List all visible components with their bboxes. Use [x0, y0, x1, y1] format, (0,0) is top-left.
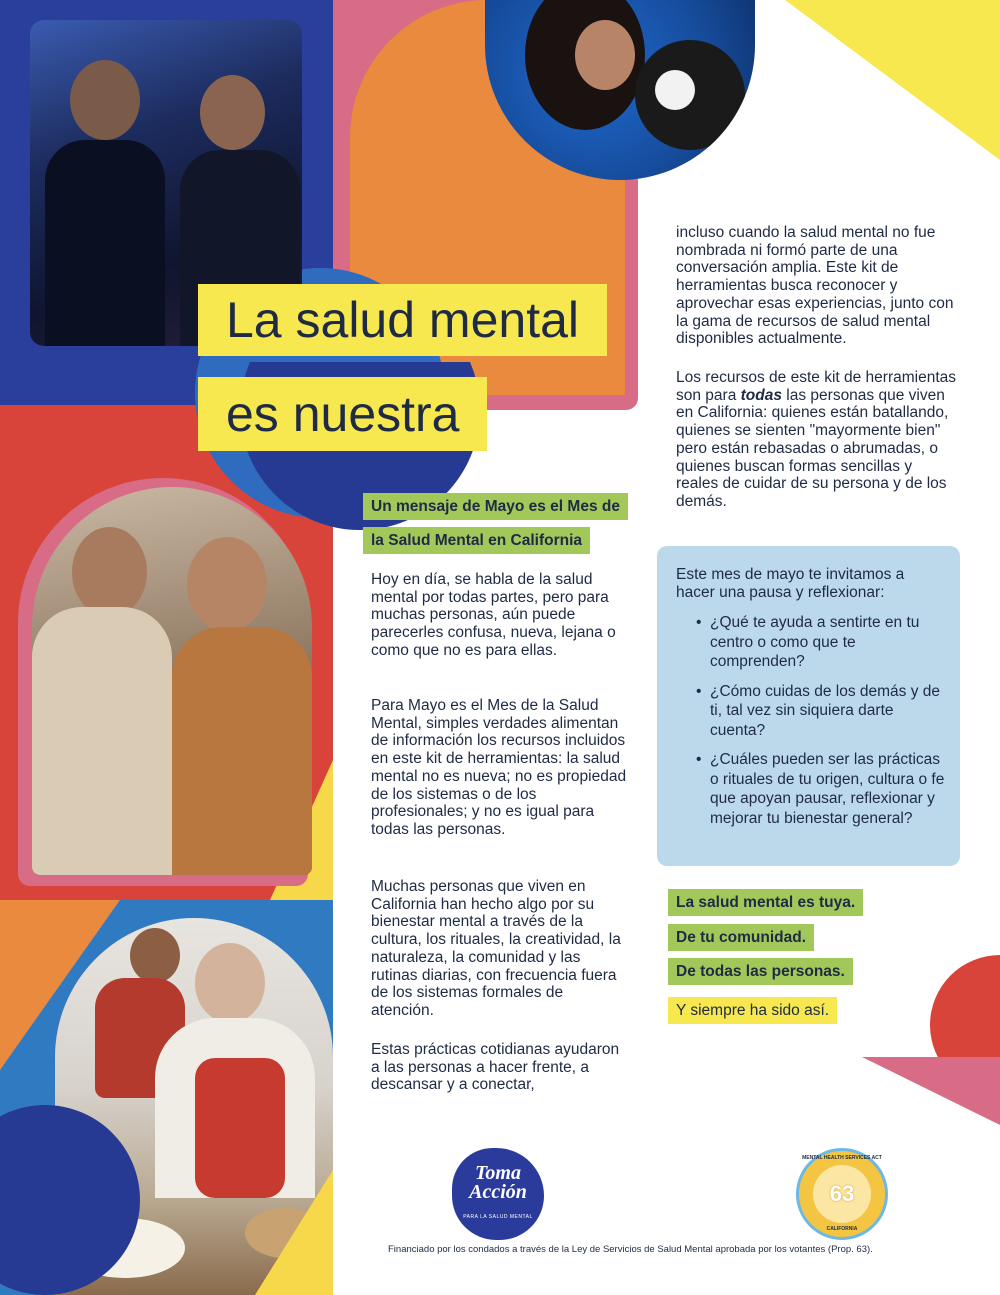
paragraph-california: Muchas personas que viven en California han hecho algo por su bienestar mental a través de la cultura, los rituales, la creatividad, la naturaleza, la comunidad y las rutinas diarias, con frecuencia fuera de los sistemas formales de atención. — [371, 878, 621, 1019]
question-text: ¿Qué te ayuda a sentirte en tu centro o como que te comprenden? — [710, 614, 920, 670]
decorative-triangle-yellow-bottom — [255, 1170, 333, 1295]
paragraph-resources — [676, 369, 958, 511]
paragraph-practices: Estas prácticas cotidianas ayudaron a las personas a hacer frente, a descansar y a conectar, — [371, 1041, 620, 1094]
mhsa-seal-number: 63 — [829, 1181, 855, 1206]
closing-line-1: La salud mental es tuya. — [668, 889, 863, 916]
list-item — [690, 613, 952, 672]
closing-line-2: De tu comunidad. — [668, 924, 814, 951]
accion-word: Acción — [469, 1181, 527, 1203]
decorative-triangle-pink — [862, 1057, 1000, 1125]
paragraph-truths: Para Mayo es el Mes de la Salud Mental, simples verdades alimentan de información los recursos incluidos en este kit de herramientas: la salud mental no es nueva; no es propiedad de los sistemas o de los profesionales; y no es igual para todas las personas. — [371, 697, 627, 838]
decorative-triangle-yellow-corner — [785, 0, 1000, 160]
question-text: ¿Cuáles pueden ser las prácticas o rituales de tu origen, cultura o fe que apoyan pausar, reflexionar y mejorar tu bienestar general? — [710, 751, 945, 827]
paragraph-continuation: incluso cuando la salud mental no fue nombrada ni formó parte de una conversación amplia. Este kit de herramientas busca reconocer y aprovechar esas experiencias, junto con la gama de recursos de salud mental disponibles actualmente. — [676, 224, 954, 348]
toma-word: Toma — [475, 1162, 521, 1184]
reflection-intro: Este mes de mayo te invitamos a hacer una pausa y reflexionar: — [676, 566, 905, 601]
bullet-icon: • — [696, 682, 702, 700]
list-item — [690, 750, 952, 828]
page-title-line-2: es nuestra — [198, 377, 487, 451]
mhsa-seal-logo — [796, 1148, 888, 1240]
mhsa-seal-bottom-text: CALIFORNIA — [826, 1226, 858, 1232]
paragraph-intro: Hoy en día, se habla de la salud mental por todas partes, pero para muchas personas, aún puede parecerles confusa, nueva, lejana o como que no es para ellas. — [371, 571, 616, 659]
paragraph-resources-end: las personas que viven en California: quienes están batallando, quienes se sienten "mayormente bien" pero están rebasadas o abrumadas, o quienes buscan formas sencillas y reales de cuidar de su persona y de los demás. — [676, 386, 949, 510]
subtitle-line-2: la Salud Mental en California — [363, 527, 590, 554]
reflection-questions — [690, 613, 952, 838]
toma-accion-logo — [452, 1148, 544, 1240]
toma-accion-tagline: PARA LA SALUD MENTAL — [463, 1214, 533, 1220]
toma-accion-wordmark — [452, 1164, 544, 1202]
paragraph-resources-start: Los recursos de este kit de herramientas son para — [676, 369, 956, 404]
question-text: ¿Cómo cuidas de los demás y de ti, tal vez sin siquiera darte cuenta? — [710, 682, 941, 739]
bullet-icon: • — [696, 751, 702, 768]
list-item — [690, 682, 952, 741]
photo-couple-laughing — [32, 487, 312, 875]
mhsa-seal-top-text: MENTAL HEALTH SERVICES ACT — [802, 1155, 882, 1161]
bullet-icon: • — [696, 614, 702, 631]
subtitle-line-1: Un mensaje de Mayo es el Mes de — [363, 493, 628, 520]
closing-line-3: De todas las personas. — [668, 958, 853, 985]
closing-line-4: Y siempre ha sido así. — [668, 997, 837, 1024]
funding-footer: Financiado por los condados a través de la Ley de Servicios de Salud Mental aprobada por los votantes (Prop. 63). — [388, 1244, 873, 1255]
paragraph-resources-emphasis: todas — [740, 386, 782, 404]
page-title-line-1: La salud mental — [198, 284, 607, 356]
